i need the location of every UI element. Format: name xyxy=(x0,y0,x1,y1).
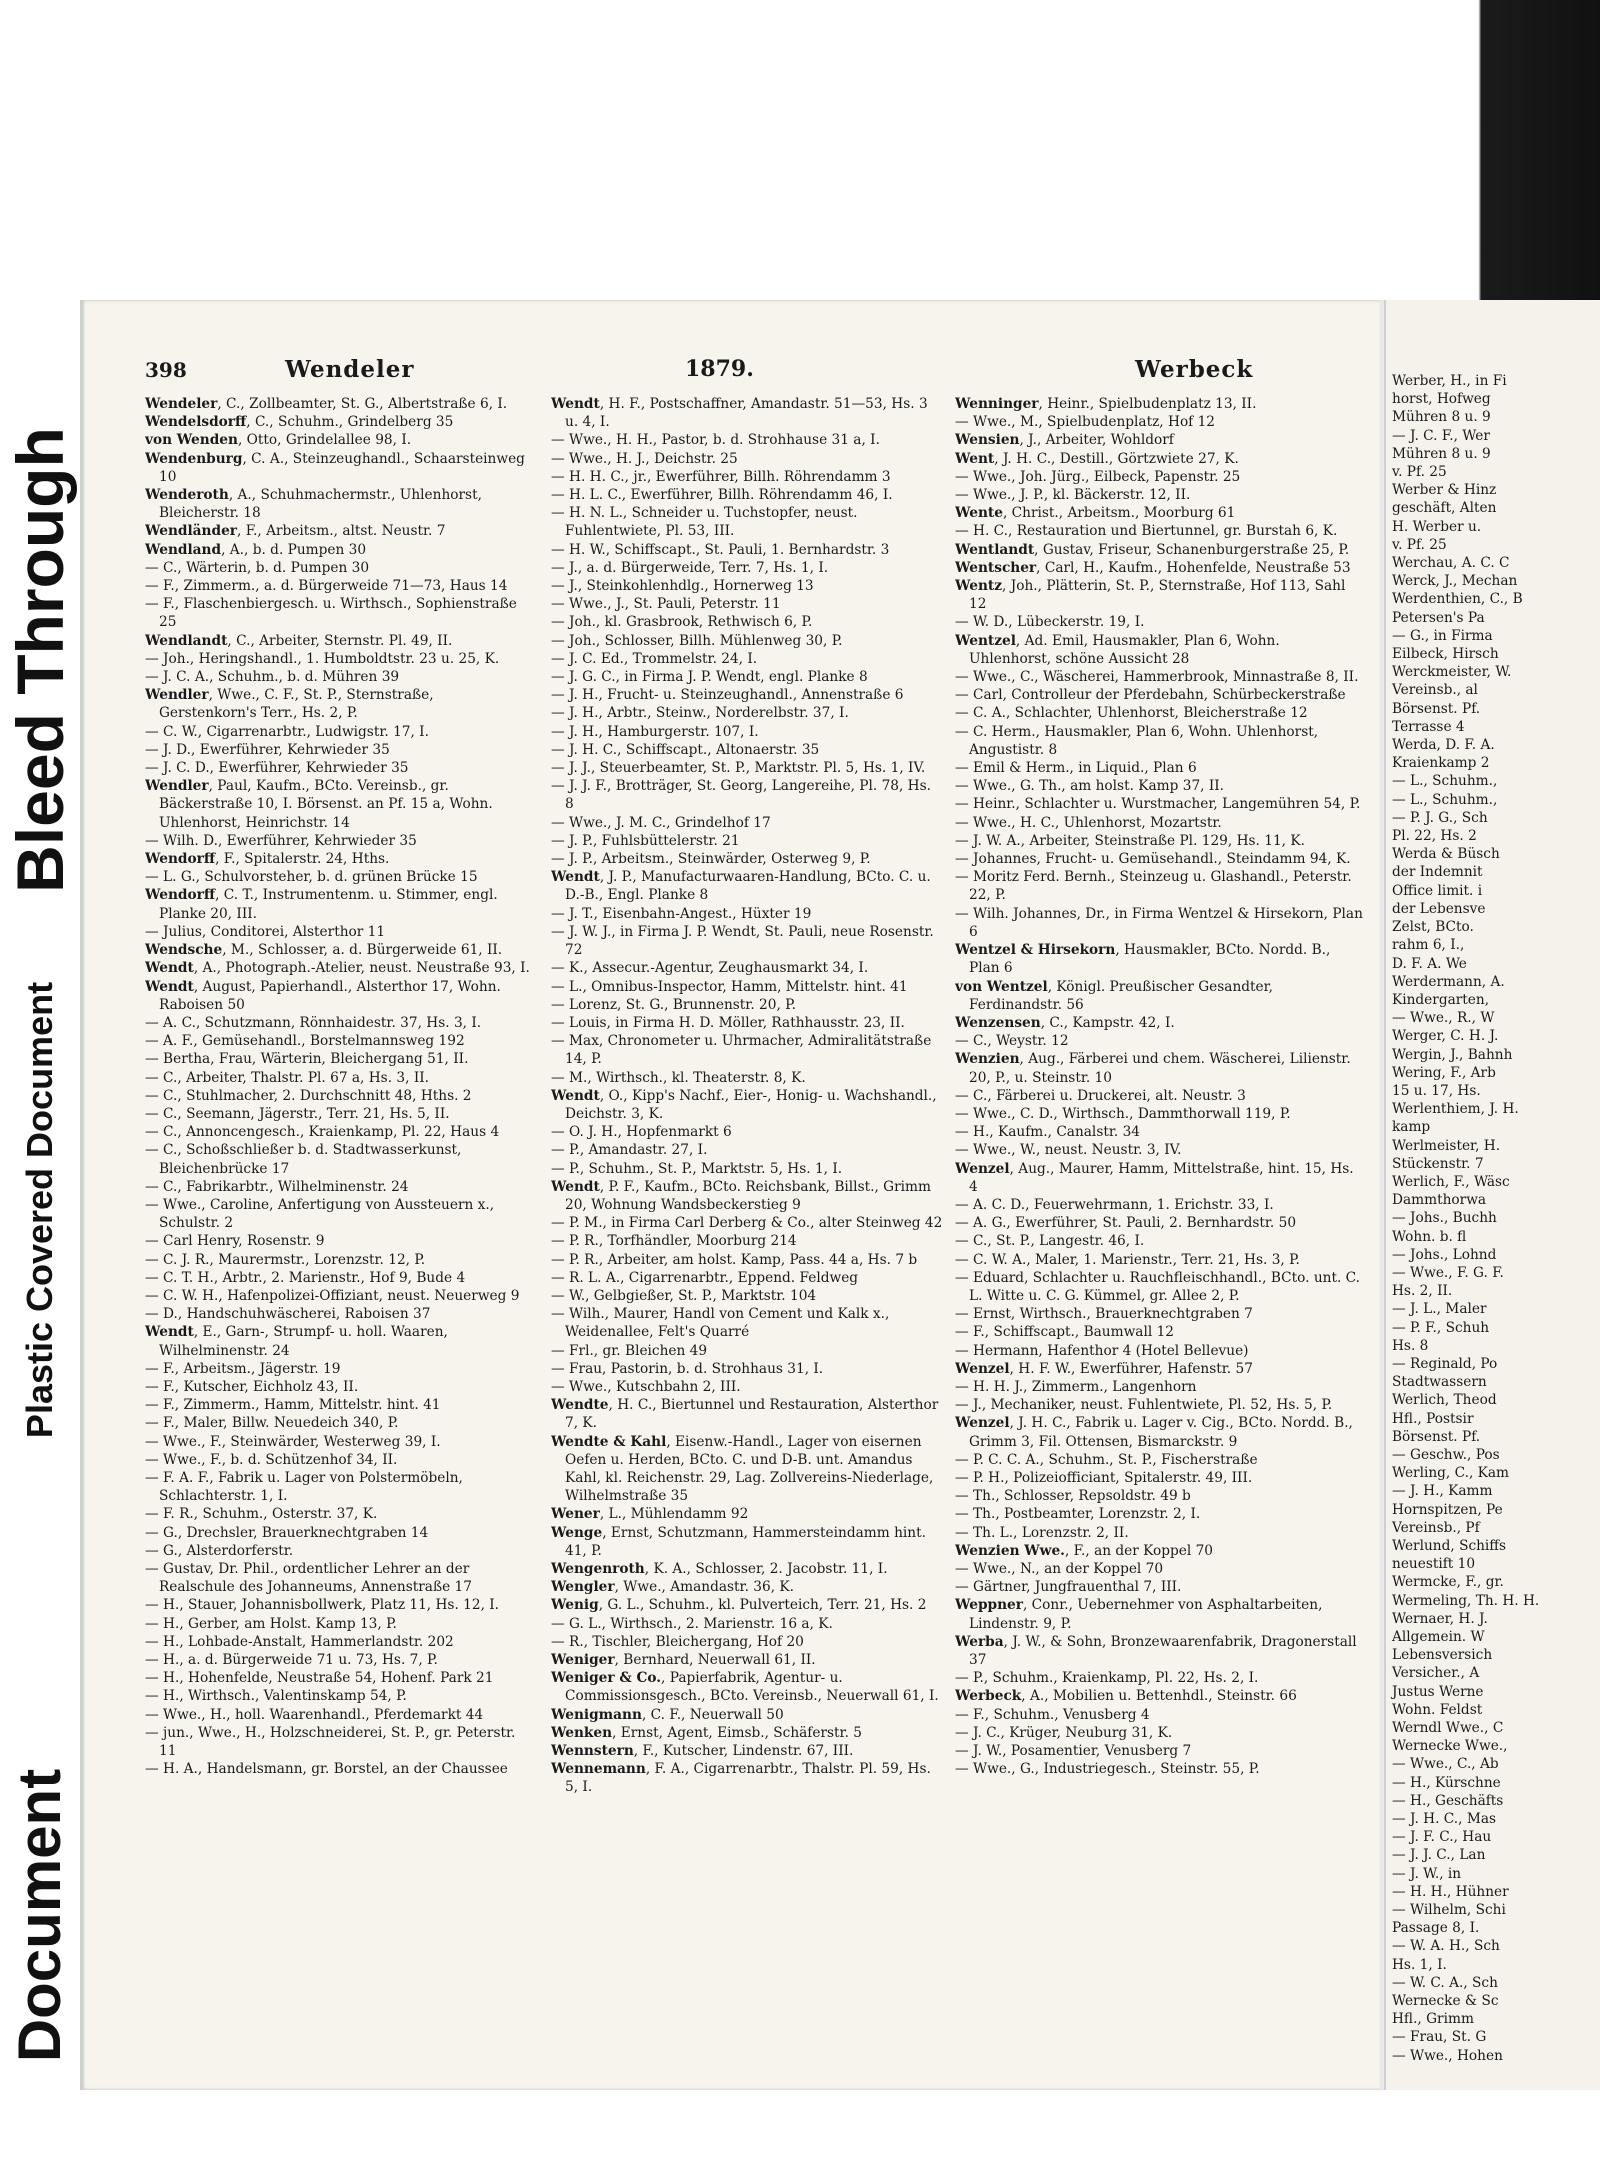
directory-entry-fragment: Stückenstr. 7 xyxy=(1392,1155,1484,1172)
directory-entry: — Wwe., J. M. C., Grindelhof 17 xyxy=(551,814,771,831)
directory-entry: — J. T., Eisenbahn-Angest., Hüxter 19 xyxy=(551,905,812,922)
directory-entry-fragment: Werber & Hinz xyxy=(1392,482,1497,499)
directory-entry-fragment: Werlund, Schiffs xyxy=(1392,1538,1507,1554)
directory-entry: — H., Wirthsch., Valentinskamp 54, P. xyxy=(145,1688,407,1705)
directory-entry-fragment: Wohn. b. fl xyxy=(1392,1228,1467,1245)
directory-entry: — Gustav, Dr. Phil., ordentlicher Lehrer an der Realschule des Johanneums, Annenstraße 17 xyxy=(145,1561,472,1596)
directory-entry-fragment: Werndl Wwe., C xyxy=(1392,1720,1504,1737)
directory-entry: — Wilh. D., Ewerführer, Kehrwieder 35 xyxy=(145,832,417,849)
directory-entry: Wenzien, Aug., Färberei und chem. Wäscherei, Lilienstr. 20, P., u. Steinstr. 10 xyxy=(955,1051,1351,1086)
directory-entry: Wentz, Joh., Plätterin, St. P., Sternstraße, Hof 113, Sahl 12 xyxy=(955,578,1346,613)
directory-entry: — Wwe., M., Spielbudenplatz, Hof 12 xyxy=(955,414,1216,431)
directory-entry: — F., Maler, Billw. Neuedeich 340, P. xyxy=(145,1415,399,1432)
directory-entry: — H. L. C., Ewerführer, Billh. Röhrendamm 46, I. xyxy=(551,487,893,504)
directory-entry-fragment: Werger, C. H. J. xyxy=(1392,1028,1499,1045)
directory-entry-fragment: — J. J. C., Lan xyxy=(1392,1847,1486,1864)
directory-entry: — R. L. A., Cigarrenarbtr., Eppend. Feldweg xyxy=(551,1269,859,1286)
directory-entry: Wendte & Kahl, Eisenw.-Handl., Lager von eisernen Oefen u. Herden, BCto. C. und D-B. unt. Amandus Kahl, kl. Reichenstr. 29, Lag. Zollvereins-Niederlage, Wilhelmstraße 35 xyxy=(551,1433,934,1505)
directory-entry: — Wwe., C. D., Wirthsch., Dammthorwall 119, P. xyxy=(955,1105,1291,1122)
directory-entry: — Joh., Heringshandl., 1. Humboldtstr. 23 u. 25, K. xyxy=(145,650,500,667)
directory-entry: — Ernst, Wirthsch., Brauerknechtgraben 7 xyxy=(955,1306,1253,1323)
directory-page xyxy=(80,300,1383,2090)
directory-entry: Werba, J. W., & Sohn, Bronzewaarenfabrik, Dragonerstall 37 xyxy=(955,1633,1357,1669)
directory-entry: — C. W. H., Hafenpolizei-Offiziant, neust. Neuerweg 9 xyxy=(145,1287,520,1304)
directory-entry: — J. J. F., Brotträger, St. Georg, Langereihe, Pl. 78, Hs. 8 xyxy=(551,778,931,813)
directory-entry: Wendt, O., Kipp's Nachf., Eier-, Honig- u. Wachshandl., Deichstr. 3, K. xyxy=(551,1087,937,1122)
side-label-bleed-through xyxy=(0,380,80,940)
directory-entry-fragment: Lebensversich xyxy=(1392,1647,1493,1664)
directory-entry: — W. D., Lübeckerstr. 19, I. xyxy=(955,614,1145,631)
directory-entry-fragment: — J. L., Maler xyxy=(1392,1301,1487,1318)
directory-entry: — H., a. d. Bürgerweide 71 u. 73, Hs. 7, P. xyxy=(145,1652,438,1669)
directory-entry: — P., Schuhm., Kraienkamp, Pl. 22, Hs. 2, I. xyxy=(955,1670,1259,1687)
directory-entry: — J. C. A., Schuhm., b. d. Mühren 39 xyxy=(145,669,400,686)
directory-entry-fragment: Vereinsb., Pf xyxy=(1392,1519,1480,1536)
directory-entry: Wentzel, Ad. Emil, Hausmakler, Plan 6, Wohn. Uhlenhorst, schöne Aussicht 28 xyxy=(955,632,1280,667)
directory-entry-fragment: Hfl., Grimm xyxy=(1392,2011,1474,2028)
directory-entry: Wentzel & Hirsekorn, Hausmakler, BCto. Nordd. B., Plan 6 xyxy=(955,942,1331,977)
directory-entry: — C., Seemann, Jägerstr., Terr. 21, Hs. 5, II. xyxy=(145,1105,450,1122)
directory-entry: — J. P., Fuhlsbüttelerstr. 21 xyxy=(551,832,740,849)
directory-entry: Wentlandt, Gustav, Friseur, Schanenburgerstraße 25, P. xyxy=(955,541,1350,558)
directory-entry: Wenigmann, C. F., Neuerwall 50 xyxy=(551,1706,784,1723)
directory-entry: — Th. L., Lorenzstr. 2, II. xyxy=(955,1524,1129,1541)
directory-entry: — P. C. C. A., Schuhm., St. P., Fischerstraße xyxy=(955,1451,1258,1468)
side-label-plastic-covered xyxy=(0,940,80,1480)
directory-entry: — Wwe., H. C., Uhlenhorst, Mozartstr. xyxy=(955,814,1222,831)
directory-entry-fragment: — Wwe., C., Ab xyxy=(1392,1756,1499,1773)
directory-entry-fragment: v. Pf. 25 xyxy=(1392,536,1447,553)
directory-entry: — Wwe., F., b. d. Schützenhof 34, II. xyxy=(145,1451,398,1468)
directory-entry-fragment: Wermcke, F., gr. xyxy=(1392,1574,1504,1591)
directory-entry: — F., Schuhm., Venusberg 4 xyxy=(955,1706,1150,1723)
entries-column-1 xyxy=(145,395,533,2060)
side-label-text: Document xyxy=(6,1768,74,2062)
directory-entry: — G. L., Wirthsch., 2. Marienstr. 16 a, K. xyxy=(551,1615,833,1632)
entries-column-2 xyxy=(551,395,943,2060)
directory-entry: Wente, Christ., Arbeitsm., Moorburg 61 xyxy=(955,505,1236,522)
directory-entry-fragment: Stadtwassern xyxy=(1392,1374,1487,1391)
directory-entry-fragment: Petersen's Pa xyxy=(1392,609,1485,626)
directory-entry-fragment: — L., Schuhm., xyxy=(1392,791,1498,808)
directory-entry: — C., Schoßschließer b. d. Stadtwasserkunst, Bleichenbrücke 17 xyxy=(145,1142,462,1177)
directory-entry: — Wwe., N., an der Koppel 70 xyxy=(955,1561,1164,1577)
directory-entry: — W., Gelbgießer, St. P., Marktstr. 104 xyxy=(551,1287,817,1304)
directory-entry: — J. J., Steuerbeamter, St. P., Marktstr. Pl. 5, Hs. 1, IV. xyxy=(551,760,926,777)
side-label-text: Plastic Covered Document xyxy=(19,981,61,1439)
directory-entry-fragment: — Johs., Lohnd xyxy=(1392,1246,1497,1263)
directory-entry-fragment: — J. H. C., Mas xyxy=(1392,1811,1497,1828)
directory-entry: — J. H., Arbtr., Steinw., Norderelbstr. 37, I. xyxy=(551,705,849,722)
directory-entry: Wendt, P. F., Kaufm., BCto. Reichsbank, Billst., Grimm 20, Wohnung Wandsbeckerstieg 9 xyxy=(551,1178,931,1213)
directory-entry: — P. R., Arbeiter, am holst. Kamp, Pass. 44 a, Hs. 7 b xyxy=(551,1251,918,1268)
directory-entry: — P., Schuhm., St. P., Marktstr. 5, Hs. 1, I. xyxy=(551,1160,843,1177)
directory-entry: — M., Wirthsch., kl. Theaterstr. 8, K. xyxy=(551,1069,806,1086)
directory-entry: — C., Fabrikarbtr., Wilhelminenstr. 24 xyxy=(145,1178,409,1195)
directory-entry-fragment: D. F. A. We xyxy=(1392,955,1467,972)
directory-entry: — J. C. Ed., Trommelstr. 24, I. xyxy=(551,650,758,667)
directory-entry: — Hermann, Hafenthor 4 (Hotel Bellevue) xyxy=(955,1342,1249,1359)
directory-entry: Wendenburg, C. A., Steinzeughandl., Schaarsteinweg 10 xyxy=(145,450,525,485)
directory-entry: — Wwe., F., Steinwärder, Westerweg 39, I. xyxy=(145,1433,441,1450)
directory-entry: — P. H., Polizeiofficiant, Spitalerstr. 49, III. xyxy=(955,1469,1253,1486)
directory-entry: — Eduard, Schlachter u. Rauchfleischhandl., BCto. unt. C. L. Witte u. C. G. Kümmel, gr. Allee 2, P. xyxy=(955,1269,1360,1304)
directory-entry-fragment: Kindergarten, xyxy=(1392,991,1490,1008)
directory-entry: — Wwe., H. J., Deichstr. 25 xyxy=(551,450,738,467)
directory-entry: — Wwe., W., neust. Neustr. 3, IV. xyxy=(955,1142,1182,1159)
directory-entry: Wensien, J., Arbeiter, Wohldorf xyxy=(955,432,1174,449)
directory-entry: — Wwe., H. H., Pastor, b. d. Strohhause 31 a, I. xyxy=(551,432,880,449)
directory-entry: Wendland, A., b. d. Pumpen 30 xyxy=(145,541,367,558)
side-label-text: Bleed Through xyxy=(3,427,77,893)
directory-entry-fragment: Werlich, Theod xyxy=(1392,1392,1497,1409)
right-running-head: Werbeck xyxy=(1135,356,1254,383)
directory-entry: Wendt, August, Papierhandl., Alsterthor 17, Wohn. Raboisen 50 xyxy=(145,978,501,1013)
directory-entry-fragment: — P. F., Schuh xyxy=(1392,1319,1490,1336)
directory-entry: — J., Mechaniker, neust. Fuhlentwiete, Pl. 52, Hs. 5, P. xyxy=(955,1397,1333,1414)
directory-entry-fragment: Werlich, F., Wäsc xyxy=(1392,1173,1510,1190)
directory-entry: — Carl, Controlleur der Pferdebahn, Schürbeckerstraße xyxy=(955,687,1346,704)
directory-entry: — C. A., Schlachter, Uhlenhorst, Bleicherstraße 12 xyxy=(955,705,1308,722)
directory-entry: — C., Stuhlmacher, 2. Durchschnitt 48, Hths. 2 xyxy=(145,1087,472,1104)
directory-entry-fragment: Mühren 8 u. 9 xyxy=(1392,409,1491,426)
directory-entry: Wenzien Wwe., F., an der Koppel 70 xyxy=(955,1542,1214,1559)
entries-column-3 xyxy=(955,395,1363,2060)
directory-entry-fragment: kamp xyxy=(1392,1119,1431,1136)
directory-entry: — H. W., Schiffscapt., St. Pauli, 1. Bernhardstr. 3 xyxy=(551,541,890,558)
directory-entry: — J. G. C., in Firma J. P. Wendt, engl. Planke 8 xyxy=(551,669,868,686)
directory-entry-fragment: Justus Werne xyxy=(1392,1683,1484,1700)
directory-entry: — A. C., Schutzmann, Rönnhaidestr. 37, Hs. 3, I. xyxy=(145,1014,482,1031)
directory-entry: Wenken, Ernst, Agent, Eimsb., Schäferstr. 5 xyxy=(551,1724,862,1741)
directory-entry: — Johannes, Frucht- u. Gemüsehandl., Steindamm 94, K. xyxy=(955,851,1351,868)
directory-entry: — J. C., Krüger, Neuburg 31, K. xyxy=(955,1724,1173,1741)
directory-entry-fragment: 15 u. 17, Hs. xyxy=(1392,1082,1481,1099)
directory-entry: Wenninger, Heinr., Spielbudenplatz 13, II. xyxy=(955,396,1257,412)
directory-entry: — C., Wärterin, b. d. Pumpen 30 xyxy=(145,559,370,576)
directory-entry-fragment: Werda, D. F. A. xyxy=(1392,737,1495,754)
directory-entry: — H. C., Restauration und Biertunnel, gr. Burstah 6, K. xyxy=(955,523,1338,540)
directory-entry: — J. C. D., Ewerführer, Kehrwieder 35 xyxy=(145,760,409,777)
directory-entry: — R., Tischler, Bleichergang, Hof 20 xyxy=(551,1633,804,1650)
directory-entry: — H. A., Handelsmann, gr. Borstel, an der Chaussee xyxy=(145,1761,508,1778)
scanner-edge-shadow xyxy=(1330,0,1600,300)
adjacent-page-fragment xyxy=(1384,300,1600,2090)
directory-entry-fragment: Wernecke Wwe., xyxy=(1392,1738,1508,1755)
directory-entry-fragment: Werckmeister, W. xyxy=(1392,664,1512,681)
directory-entry-fragment: Kraienkamp 2 xyxy=(1392,755,1490,772)
directory-entry: — H., Gerber, am Holst. Kamp 13, P. xyxy=(145,1615,397,1632)
directory-entry: Wendländer, F., Arbeitsm., altst. Neustr. 7 xyxy=(145,523,446,540)
directory-entry: — Frl., gr. Bleichen 49 xyxy=(551,1342,708,1359)
directory-entry: — Bertha, Frau, Wärterin, Bleichergang 51, II. xyxy=(145,1051,469,1068)
directory-entry: — C. T. H., Arbtr., 2. Marienstr., Hof 9, Bude 4 xyxy=(145,1269,466,1286)
directory-entry: — F., Kutscher, Eichholz 43, II. xyxy=(145,1378,359,1395)
directory-entry-fragment: Zelst, BCto. xyxy=(1392,919,1474,936)
directory-entry: von Wenden, Otto, Grindelallee 98, I. xyxy=(145,432,412,449)
directory-entry-fragment: — Johs., Buchh xyxy=(1392,1210,1497,1227)
directory-entry-fragment: Wering, F., Arb xyxy=(1392,1064,1496,1081)
directory-entry-fragment: Wernaer, H. J. xyxy=(1392,1610,1488,1627)
directory-entry-fragment: Pl. 22, Hs. 2 xyxy=(1392,828,1477,845)
directory-entry: — Julius, Conditorei, Alsterthor 11 xyxy=(145,923,386,940)
directory-entry-fragment: Werchau, A. C. C xyxy=(1392,555,1510,572)
directory-entry: — C., Färberei u. Druckerei, alt. Neustr. 3 xyxy=(955,1087,1246,1104)
directory-entry: — P. M., in Firma Carl Derberg & Co., alter Steinweg 42 xyxy=(551,1215,943,1232)
directory-entry: — Wwe., G. Th., am holst. Kamp 37, II. xyxy=(955,778,1225,795)
directory-entry-fragment: Werber, H., in Fi xyxy=(1392,373,1507,389)
directory-entry: — C. W. A., Maler, 1. Marienstr., Terr. 21, Hs. 3, P. xyxy=(955,1251,1300,1268)
directory-entry: — C. W., Cigarrenarbtr., Ludwigstr. 17, I. xyxy=(145,723,429,740)
directory-entry: — J. W. A., Arbeiter, Steinstraße Pl. 129, Hs. 11, K. xyxy=(955,832,1305,849)
directory-entry: — Lorenz, St. G., Brunnenstr. 20, P. xyxy=(551,996,796,1013)
directory-entry-fragment: — W. C. A., Sch xyxy=(1392,1974,1498,1991)
directory-entry-fragment: — H. H., Hühner xyxy=(1392,1883,1509,1900)
directory-entry: — G., Drechsler, Brauerknechtgraben 14 xyxy=(145,1524,429,1541)
directory-entry-fragment: horst, Hofweg xyxy=(1392,391,1491,408)
directory-entry: Wenge, Ernst, Schutzmann, Hammersteindamm hint. 41, P. xyxy=(551,1524,926,1559)
directory-entry: Wendte, H. C., Biertunnel und Restauration, Alsterthor 7, K. xyxy=(551,1397,939,1432)
directory-entry: — J. W., Posamentier, Venusberg 7 xyxy=(955,1743,1192,1760)
directory-entry: Wenzel, H. F. W., Ewerführer, Hafenstr. 57 xyxy=(955,1360,1253,1377)
directory-entry-fragment: rahm 6, I., xyxy=(1392,937,1465,954)
directory-entry-fragment: Wermeling, Th. H. H. xyxy=(1392,1592,1540,1609)
directory-entry-fragment: Passage 8, I. xyxy=(1392,1920,1480,1937)
directory-entry: — J. H., Frucht- u. Steinzeughandl., Annenstraße 6 xyxy=(551,687,904,704)
directory-entry: Wenzensen, C., Kampstr. 42, I. xyxy=(955,1014,1175,1031)
directory-entry: — Wwe., J., St. Pauli, Peterstr. 11 xyxy=(551,596,781,613)
directory-entry: — F. R., Schuhm., Osterstr. 37, K. xyxy=(145,1506,378,1523)
directory-entry: — J., Steinkohlenhdlg., Hornerweg 13 xyxy=(551,578,814,595)
directory-entry: — C., Arbeiter, Thalstr. Pl. 67 a, Hs. 3, II. xyxy=(145,1069,429,1086)
directory-entry: — F. A. F., Fabrik u. Lager von Polstermöbeln, Schlachterstr. 1, I. xyxy=(145,1469,463,1505)
directory-entry: — F., Schiffscapt., Baumwall 12 xyxy=(955,1324,1174,1341)
directory-entry-fragment: neuestift 10 xyxy=(1392,1556,1476,1573)
directory-entry: — jun., Wwe., H., Holzschneiderei, St. P., gr. Peterstr. 11 xyxy=(145,1724,516,1760)
directory-entry: — P. R., Torfhändler, Moorburg 214 xyxy=(551,1233,797,1250)
directory-entry: — Wwe., Joh. Jürg., Eilbeck, Papenstr. 25 xyxy=(955,468,1241,485)
directory-entry: — H., Hohenfelde, Neustraße 54, Hohenf. Park 21 xyxy=(145,1670,494,1687)
directory-entry: — H. N. L., Schneider u. Tuchstopfer, neust. Fuhlentwiete, Pl. 53, III. xyxy=(551,505,858,540)
directory-entry-fragment: Eilbeck, Hirsch xyxy=(1392,646,1499,663)
directory-entry: Wennstern, F., Kutscher, Lindenstr. 67, III. xyxy=(551,1743,854,1760)
directory-entry-fragment: geschäft, Alten xyxy=(1392,500,1497,517)
directory-entry: — C., St. P., Langestr. 46, I. xyxy=(955,1233,1145,1250)
directory-entry-fragment: Werlenthiem, J. H. xyxy=(1392,1101,1519,1118)
directory-entry-fragment: Versicher., A xyxy=(1392,1665,1480,1682)
directory-entry: — Wwe., G., Industriegesch., Steinstr. 55, P. xyxy=(955,1761,1260,1778)
directory-entry: — C. J. R., Maurermstr., Lorenzstr. 12, P. xyxy=(145,1251,426,1268)
directory-entry: — Frau, Pastorin, b. d. Strohhaus 31, I. xyxy=(551,1360,824,1377)
directory-entry-fragment: — Wilhelm, Schi xyxy=(1392,1902,1506,1919)
directory-entry: Wendt, H. F., Postschaffner, Amandastr. 51—53, Hs. 3 u. 4, I. xyxy=(551,396,928,431)
directory-entry: — Th., Postbeamter, Lorenzstr. 2, I. xyxy=(955,1506,1201,1523)
directory-entry-fragment: — Wwe., F. G. F. xyxy=(1392,1264,1504,1281)
directory-entry: von Wentzel, Königl. Preußischer Gesandter, Ferdinandstr. 56 xyxy=(955,978,1274,1013)
directory-entry: Wennemann, F. A., Cigarrenarbtr., Thalstr. Pl. 59, Hs. 5, I. xyxy=(551,1761,931,1796)
directory-entry: Weniger, Bernhard, Neuerwall 61, II. xyxy=(551,1652,816,1669)
directory-entry: — C. Herm., Hausmakler, Plan 6, Wohn. Uhlenhorst, Angustistr. 8 xyxy=(955,723,1319,758)
left-running-head: Wendeler xyxy=(285,356,415,383)
directory-entry-fragment: Hs. 2, II. xyxy=(1392,1283,1453,1300)
directory-entry-fragment: — G., in Firma xyxy=(1392,627,1493,644)
directory-entry-fragment: Vereinsb., al xyxy=(1392,682,1478,699)
directory-entry-fragment: Hfl., Postsir xyxy=(1392,1410,1474,1427)
directory-entry: Wenzel, J. H. C., Fabrik u. Lager v. Cig., BCto. Nordd. B., Grimm 3, Fil. Ottensen, Bismarckstr. 9 xyxy=(955,1415,1353,1450)
directory-entry: — A. G., Ewerführer, St. Pauli, 2. Bernhardstr. 50 xyxy=(955,1215,1297,1232)
directory-entry: — Wwe., H., holl. Waarenhandl., Pferdemarkt 44 xyxy=(145,1706,484,1723)
directory-entry: Wendelsdorff, C., Schuhm., Grindelberg 35 xyxy=(145,414,454,431)
directory-entry: — C., Weystr. 12 xyxy=(955,1033,1069,1050)
directory-entry: Went, J. H. C., Destill., Görtzwiete 27, K. xyxy=(955,450,1239,467)
directory-entry: Wengenroth, K. A., Schlosser, 2. Jacobstr. 11, I. xyxy=(551,1561,888,1577)
directory-entry: — A. F., Gemüsehandl., Borstelmannsweg 192 xyxy=(145,1033,465,1050)
directory-entry-fragment: der Indemnit xyxy=(1392,864,1483,881)
directory-entry: Wendorff, C. T., Instrumentenm. u. Stimmer, engl. Planke 20, III. xyxy=(145,887,498,922)
directory-entry: — H., Lohbade-Anstalt, Hammerlandstr. 202 xyxy=(145,1633,454,1650)
directory-entry: Wener, L., Mühlendamm 92 xyxy=(551,1506,749,1523)
directory-entry-fragment: — Frau, St. G xyxy=(1392,2029,1487,2046)
directory-entry: — Joh., kl. Grasbrook, Rethwisch 6, P. xyxy=(551,614,813,631)
directory-entry-fragment: Hs. 8 xyxy=(1392,1337,1429,1354)
directory-entry-fragment: H. Werber u. xyxy=(1392,518,1482,535)
directory-entry: — Heinr., Schlachter u. Wurstmacher, Langemühren 54, P. xyxy=(955,796,1361,813)
directory-entry: Wenzel, Aug., Maurer, Hamm, Mittelstraße, hint. 15, Hs. 4 xyxy=(955,1160,1354,1195)
directory-entry-fragment: — Reginald, Po xyxy=(1392,1355,1498,1372)
directory-entry: — Wwe., J. P., kl. Bäckerstr. 12, II. xyxy=(955,487,1191,504)
directory-entry-fragment: Wergin, J., Bahnh xyxy=(1392,1046,1513,1063)
directory-entry: Wenig, G. L., Schuhm., kl. Pulverteich, Terr. 21, Hs. 2 xyxy=(551,1597,927,1614)
directory-entry-fragment: Allgemein. W xyxy=(1392,1629,1485,1646)
directory-entry: Wendt, E., Garn-, Strumpf- u. holl. Waaren, Wilhelminenstr. 24 xyxy=(145,1324,448,1359)
directory-entry: — H. H. J., Zimmerm., Langenhorn xyxy=(955,1378,1197,1395)
directory-entry-fragment: — H., Kürschne xyxy=(1392,1774,1501,1791)
directory-entry: — A. C. D., Feuerwehrmann, 1. Erichstr. 33, I. xyxy=(955,1196,1274,1213)
adjacent-page-column xyxy=(1392,372,1600,2065)
directory-entry: Wendt, A., Photograph.-Atelier, neust. Neustraße 93, I. xyxy=(145,960,530,977)
side-label-document xyxy=(0,1680,80,2150)
directory-entry: — H., Kaufm., Canalstr. 34 xyxy=(955,1124,1140,1141)
directory-entry: — Th., Schlosser, Repsoldstr. 49 b xyxy=(955,1488,1191,1505)
directory-entry-fragment: — W. A. H., Sch xyxy=(1392,1938,1500,1955)
directory-entry-fragment: — L., Schuhm., xyxy=(1392,773,1498,790)
directory-entry: Wenderoth, A., Schuhmachermstr., Uhlenhorst, Bleicherstr. 18 xyxy=(145,487,482,522)
directory-entry: — H. H. C., jr., Ewerführer, Billh. Röhrendamm 3 xyxy=(551,468,891,485)
directory-entry: — J., a. d. Bürgerweide, Terr. 7, Hs. 1, I. xyxy=(551,559,829,576)
directory-entry-fragment: Börsenst. Pf. xyxy=(1392,700,1481,717)
directory-entry: — Moritz Ferd. Bernh., Steinzeug u. Glashandl., Peterstr. 22, P. xyxy=(955,869,1352,904)
directory-entry-fragment: — Geschw., Pos xyxy=(1392,1446,1500,1463)
directory-entry: — O. J. H., Hopfenmarkt 6 xyxy=(551,1124,732,1141)
directory-entry: — Carl Henry, Rosenstr. 9 xyxy=(145,1233,325,1250)
directory-entry-fragment: — J. F. C., Hau xyxy=(1392,1829,1492,1846)
directory-entry: — J. H., Hamburgerstr. 107, I. xyxy=(551,723,759,740)
directory-entry: Wendler, Wwe., C. F., St. P., Sternstraße, Gerstenkorn's Terr., Hs. 2, P. xyxy=(145,687,434,722)
directory-entry-fragment: — Wwe., R., W xyxy=(1392,1010,1495,1027)
directory-entry: — L., Omnibus-Inspector, Hamm, Mittelstr. hint. 41 xyxy=(551,978,908,995)
directory-entry: — P., Amandastr. 27, I. xyxy=(551,1142,708,1159)
directory-entry: Wendsche, M., Schlosser, a. d. Bürgerweide 61, II. xyxy=(145,942,503,959)
directory-entry: — L. G., Schulvorsteher, b. d. grünen Brücke 15 xyxy=(145,869,478,886)
directory-entry-fragment: Wernecke & Sc xyxy=(1392,1993,1499,2010)
directory-entry: — Joh., Schlosser, Billh. Mühlenweg 30, P. xyxy=(551,632,843,649)
directory-entry: — Wwe., Kutschbahn 2, III. xyxy=(551,1378,741,1395)
directory-entry: — K., Assecur.-Agentur, Zeughausmarkt 34, I. xyxy=(551,960,869,977)
directory-entry: Wendeler, C., Zollbeamter, St. G., Albertstraße 6, I. xyxy=(145,396,508,412)
directory-entry-fragment: — J. C. F., Wer xyxy=(1392,427,1490,444)
directory-entry: — J. H. C., Schiffscapt., Altonaerstr. 35 xyxy=(551,741,820,758)
directory-entry-fragment: — J. W., in xyxy=(1392,1865,1462,1882)
year-heading: 1879. xyxy=(685,356,754,382)
directory-entry-fragment: Werlmeister, H. xyxy=(1392,1137,1501,1154)
directory-entry: — J. P., Arbeitsm., Steinwärder, Osterweg 9, P. xyxy=(551,851,871,868)
directory-entry: — J. W. J., in Firma J. P. Wendt, St. Pauli, neue Rosenstr. 72 xyxy=(551,923,934,959)
directory-entry: Wengler, Wwe., Amandastr. 36, K. xyxy=(551,1579,794,1596)
directory-entry: — Wilh. Johannes, Dr., in Firma Wentzel & Hirsekorn, Plan 6 xyxy=(955,905,1363,940)
directory-entry: Wendler, Paul, Kaufm., BCto. Vereinsb., gr. Bäckerstraße 10, I. Börsenst. an Pf. 15 a, Wohn. Uhlenhorst, Heinrichstr. 14 xyxy=(145,778,493,831)
directory-entry: Wendorff, F., Spitalerstr. 24, Hths. xyxy=(145,851,390,868)
directory-entry: — H., Stauer, Johannisbollwerk, Platz 11, Hs. 12, I. xyxy=(145,1597,500,1614)
directory-entry-fragment: Office limit. i xyxy=(1392,882,1483,899)
directory-entry: — F., Zimmerm., Hamm, Mittelstr. hint. 41 xyxy=(145,1397,441,1414)
directory-entry: Werbeck, A., Mobilien u. Bettenhdl., Steinstr. 66 xyxy=(955,1688,1297,1705)
directory-entry-fragment: Werck, J., Mechan xyxy=(1392,573,1518,590)
directory-entry: — J. D., Ewerführer, Kehrwieder 35 xyxy=(145,741,390,758)
directory-entry: Wentscher, Carl, H., Kaufm., Hohenfelde, Neustraße 53 xyxy=(955,559,1351,576)
directory-entry: Wendt, J. P., Manufacturwaaren-Handlung, BCto. C. u. D.-B., Engl. Planke 8 xyxy=(551,869,931,904)
directory-entry-fragment: Terrasse 4 xyxy=(1392,718,1465,735)
directory-entry-fragment: v. Pf. 25 xyxy=(1392,464,1447,481)
directory-entry-fragment: Werdenthien, C., B xyxy=(1392,591,1523,608)
directory-entry: — Max, Chronometer u. Uhrmacher, Admiralitätstraße 14, P. xyxy=(551,1033,932,1068)
directory-entry-fragment: der Lebensve xyxy=(1392,900,1486,917)
directory-entry-fragment: Werling, C., Kam xyxy=(1392,1465,1510,1482)
page-number: 398 xyxy=(145,358,187,382)
directory-entry: — F., Zimmerm., a. d. Bürgerweide 71—73, Haus 14 xyxy=(145,578,508,595)
directory-entry-fragment: — Wwe., Hohen xyxy=(1392,2047,1503,2064)
directory-entry-fragment: Wohn. Feldst xyxy=(1392,1701,1483,1718)
directory-entry-fragment: — J. H., Kamm xyxy=(1392,1483,1493,1500)
directory-entry: — Louis, in Firma H. D. Möller, Rathhausstr. 23, II. xyxy=(551,1014,905,1031)
directory-entry-fragment: Hs. 1, I. xyxy=(1392,1956,1447,1973)
directory-entry: Weniger & Co., Papierfabrik, Agentur- u. Commissionsgesch., BCto. Vereinsb., Neuerwall 61, I. xyxy=(551,1670,939,1705)
directory-entry-fragment: Werda & Büsch xyxy=(1392,846,1500,863)
directory-entry: — Wwe., C., Wäscherei, Hammerbrook, Minnastraße 8, II. xyxy=(955,669,1359,686)
directory-entry: Weppner, Conr., Uebernehmer von Asphaltarbeiten, Lindenstr. 9, P. xyxy=(955,1597,1323,1632)
directory-entry-fragment: Börsenst. Pf. xyxy=(1392,1428,1481,1445)
directory-entry-fragment: — P. J. G., Sch xyxy=(1392,809,1488,826)
directory-entry: — Wilh., Maurer, Handl von Cement und Kalk x., Weidenallee, Felt's Quarré xyxy=(551,1306,890,1341)
directory-entry: Wendlandt, C., Arbeiter, Sternstr. Pl. 49, II. xyxy=(145,632,453,649)
directory-entry-fragment: Dammthorwa xyxy=(1392,1192,1487,1209)
directory-entry-fragment: Werdermann, A. xyxy=(1392,973,1505,990)
directory-entry-fragment: Hornspitzen, Pe xyxy=(1392,1501,1503,1518)
directory-entry: — C., Annoncengesch., Kraienkamp, Pl. 22, Haus 4 xyxy=(145,1124,500,1141)
page-header xyxy=(145,358,1361,388)
directory-entry: — G., Alsterdorferstr. xyxy=(145,1542,294,1559)
directory-entry: — F., Arbeitsm., Jägerstr. 19 xyxy=(145,1360,341,1377)
directory-entry: — F., Flaschenbiergesch. u. Wirthsch., Sophienstraße 25 xyxy=(145,596,517,631)
directory-entry: — D., Handschuhwäscherei, Raboisen 37 xyxy=(145,1306,431,1323)
directory-entry: — Wwe., Caroline, Anfertigung von Aussteuern x., Schulstr. 2 xyxy=(145,1196,495,1232)
directory-entry-fragment: — H., Geschäfts xyxy=(1392,1792,1504,1809)
directory-entry: — Gärtner, Jungfrauenthal 7, III. xyxy=(955,1579,1182,1596)
directory-entry-fragment: Mühren 8 u. 9 xyxy=(1392,445,1491,462)
directory-entry: — Emil & Herm., in Liquid., Plan 6 xyxy=(955,760,1197,777)
